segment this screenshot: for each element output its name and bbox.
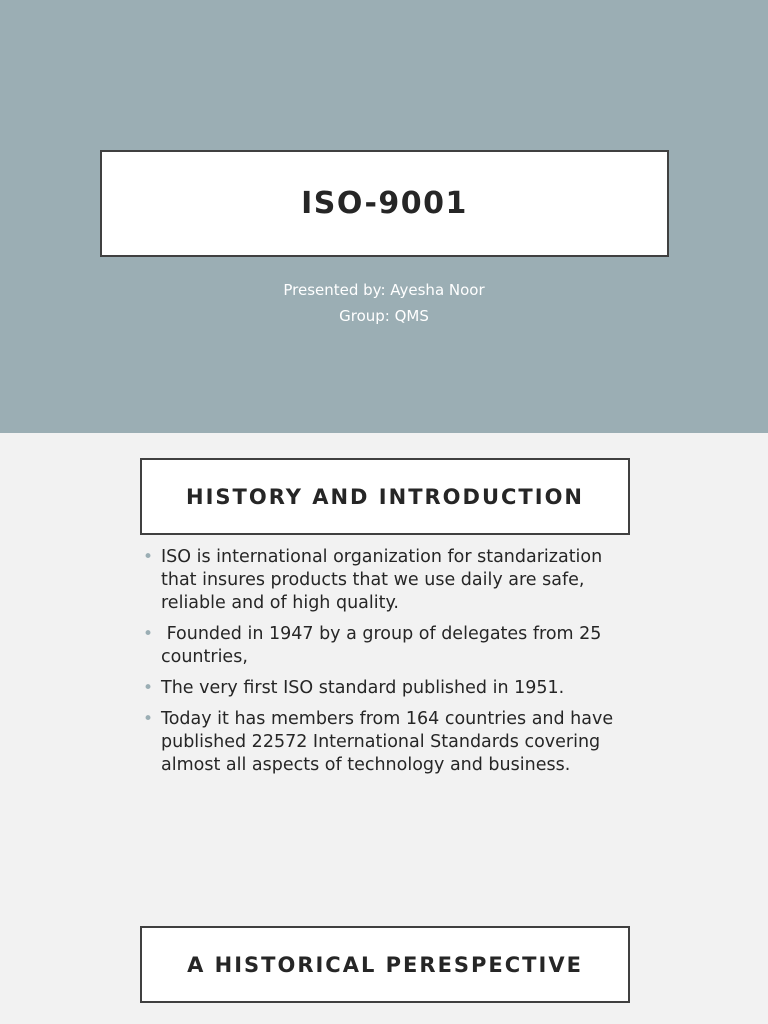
perspective-heading: A HISTORICAL PERESPECTIVE [187, 952, 583, 977]
group-text: Group: QMS [339, 307, 429, 325]
slide-title: ISO-9001 [301, 186, 468, 221]
bullet-text: ISO is international organization for standarization that insures products that we use daily are safe, reliable and of high quality. [161, 547, 603, 613]
list-item [143, 546, 623, 615]
bullet-text: Today it has members from 164 countries and have published 22572 International Standards covering almost all aspects of technology and business. [161, 709, 614, 775]
bullet-icon: • [143, 678, 154, 698]
list-item [143, 708, 623, 777]
bullet-icon: • [143, 709, 154, 729]
history-heading-box [140, 458, 630, 535]
history-heading: HISTORY AND INTRODUCTION [186, 484, 584, 509]
bullet-text: The very first ISO standard published in 1951. [161, 678, 565, 698]
list-item [143, 623, 623, 669]
perspective-heading-box [140, 926, 630, 1003]
list-item [143, 677, 623, 700]
subtitle-block [0, 277, 768, 329]
title-slide [0, 0, 768, 433]
bullet-text: Founded in 1947 by a group of delegates from 25 countries, [161, 624, 607, 667]
bullet-icon: • [143, 547, 154, 567]
title-box [100, 150, 669, 257]
bullet-list [143, 546, 623, 785]
presenter-text: Presented by: Ayesha Noor [283, 281, 485, 299]
bullet-icon: • [143, 624, 154, 644]
